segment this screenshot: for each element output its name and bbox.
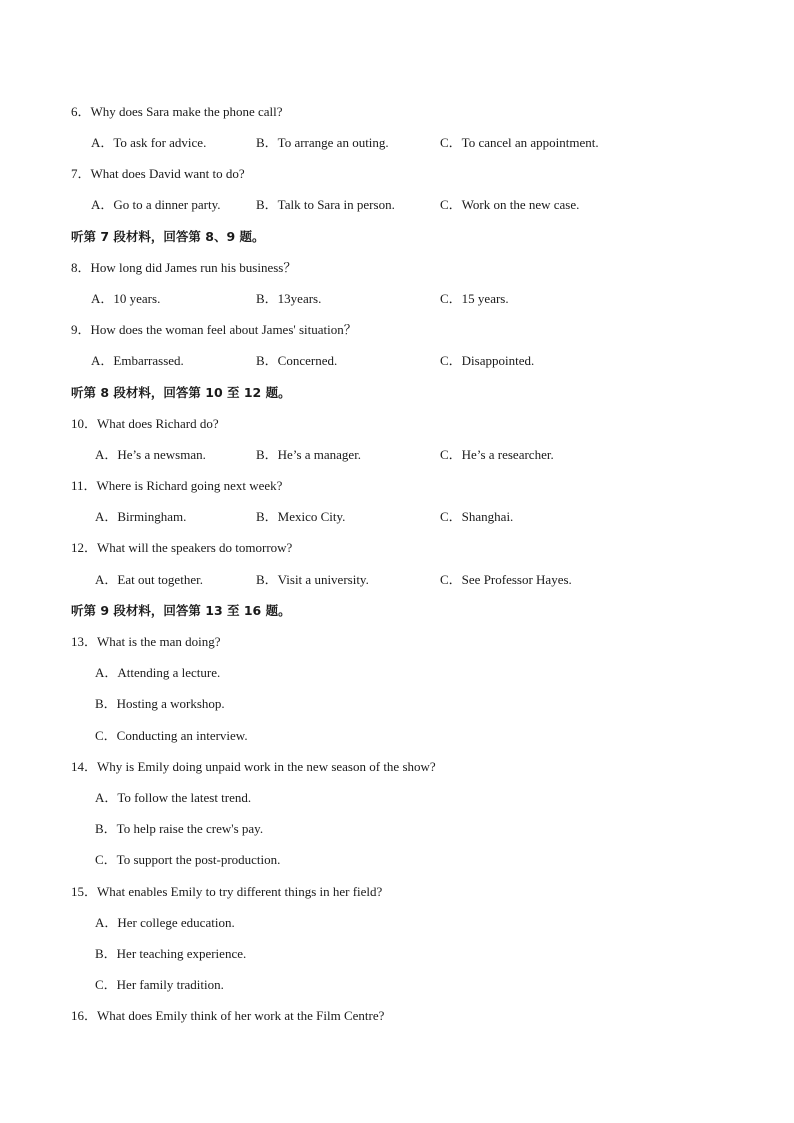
q9-option-b: B．Concerned.: [256, 353, 338, 368]
q12-option-b: B．Visit a university.: [256, 572, 369, 587]
q10-option-b: B．He’s a manager.: [256, 447, 362, 462]
section-heading-8: 听第 8 段材料，回答第 10 至 12 题。: [71, 385, 291, 400]
q9-option-c: C．Disappointed.: [440, 353, 535, 368]
q12-option-a: A．Eat out together.: [95, 572, 203, 587]
question-11: 11．Where is Richard going next week?: [71, 478, 283, 493]
q15-option-c: C．Her family tradition.: [95, 977, 224, 992]
q10-option-c: C．He’s a researcher.: [440, 447, 554, 462]
q8-option-c: C．15 years.: [440, 291, 509, 306]
q11-option-c: C．Shanghai.: [440, 509, 514, 524]
q12-option-c: C．See Professor Hayes.: [440, 572, 572, 587]
q14-option-a: A．To follow the latest trend.: [95, 790, 252, 805]
question-14: 14．Why is Emily doing unpaid work in the new season of the show?: [71, 759, 436, 774]
question-8: 8．How long did James run his business？: [71, 260, 297, 275]
q7-option-a: A．Go to a dinner party.: [91, 197, 221, 212]
question-9: 9．How does the woman feel about James' situation？: [71, 322, 357, 337]
question-12: 12．What will the speakers do tomorrow?: [71, 540, 293, 555]
question-7: 7．What does David want to do?: [71, 166, 245, 181]
q13-option-b: B．Hosting a workshop.: [95, 696, 225, 711]
q13-option-c: C．Conducting an interview.: [95, 728, 248, 743]
section-heading-9: 听第 9 段材料，回答第 13 至 16 题。: [71, 603, 291, 618]
question-6: 6．Why does Sara make the phone call?: [71, 104, 283, 119]
question-16: 16．What does Emily think of her work at the Film Centre?: [71, 1008, 385, 1023]
q11-option-b: B．Mexico City.: [256, 509, 346, 524]
q10-option-a: A．He’s a newsman.: [95, 447, 206, 462]
q15-option-a: A．Her college education.: [95, 915, 235, 930]
q6-option-a: A．To ask for advice.: [91, 135, 207, 150]
q6-option-b: B．To arrange an outing.: [256, 135, 389, 150]
q15-option-b: B．Her teaching experience.: [95, 946, 247, 961]
q13-option-a: A．Attending a lecture.: [95, 665, 221, 680]
q9-option-a: A．Embarrassed.: [91, 353, 184, 368]
q14-option-b: B．To help raise the crew's pay.: [95, 821, 264, 836]
question-10: 10．What does Richard do?: [71, 416, 219, 431]
q11-option-a: A．Birmingham.: [95, 509, 187, 524]
question-13: 13．What is the man doing?: [71, 634, 221, 649]
section-heading-7: 听第 7 段材料，回答第 8、9 题。: [71, 229, 265, 244]
q7-option-b: B．Talk to Sara in person.: [256, 197, 395, 212]
q14-option-c: C．To support the post-production.: [95, 852, 281, 867]
q6-option-c: C．To cancel an appointment.: [440, 135, 599, 150]
q8-option-a: A．10 years.: [91, 291, 161, 306]
q8-option-b: B．13years.: [256, 291, 322, 306]
q7-option-c: C．Work on the new case.: [440, 197, 580, 212]
question-15: 15．What enables Emily to try different things in her field?: [71, 884, 383, 899]
